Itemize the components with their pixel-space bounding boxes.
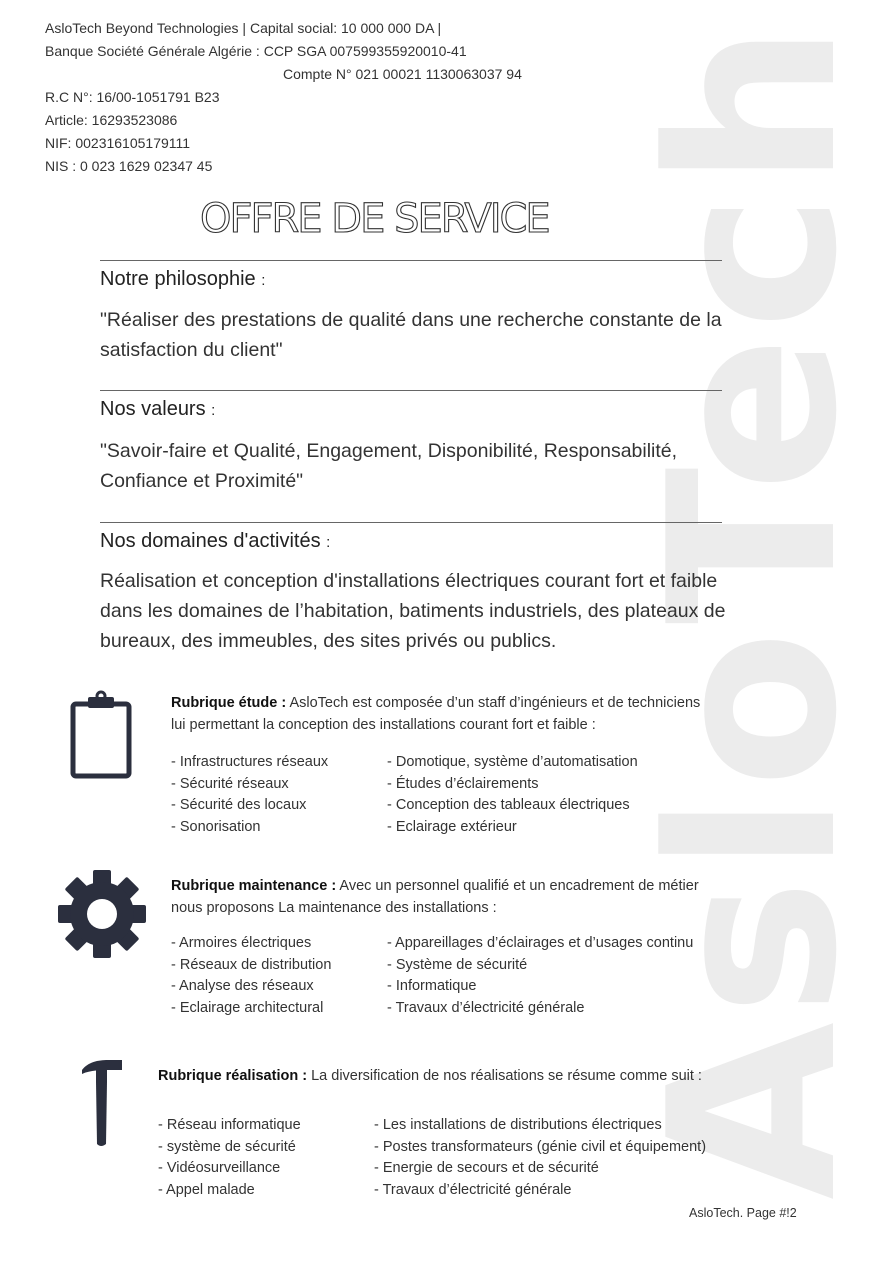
list-item: - Études d’éclairements: [387, 775, 539, 792]
list-item: - Les installations de distributions électriques: [374, 1117, 662, 1133]
list-item: - Energie de secours et de sécurité: [374, 1160, 599, 1176]
rubrique-etude-list: [171, 752, 731, 842]
list-item: - Travaux d’électricité générale: [387, 999, 585, 1016]
list-item: - Appel malade: [158, 1181, 255, 1198]
clipboard-icon: [68, 690, 134, 782]
list-item: - Analyse des réseaux: [171, 978, 314, 994]
rubrique-realisation-description: Rubrique réalisation : La diversification de nos réalisations se résume comme suit :: [158, 1068, 702, 1084]
list-item: - Conception des tableaux électriques: [387, 797, 630, 813]
watermark: AsloTech: [621, 17, 888, 1200]
list-item: - système de sécurité: [158, 1138, 296, 1155]
rubrique-etude-description: Rubrique étude : AsloTech est composée d’un staff d’ingénieurs et de techniciens lui permettant la conception des installations courant fort et faible :: [171, 695, 701, 733]
article-line: Article: 16293523086: [45, 112, 178, 128]
list-item: - Armoires électriques: [171, 935, 312, 951]
divider: [100, 390, 722, 391]
list-item: - Système de sécurité: [387, 956, 528, 973]
list-item: - Sécurité des locaux: [171, 797, 307, 813]
company-line: AsloTech Beyond Technologies | Capital social: 10 000 000 DA |: [45, 20, 442, 36]
rubrique-realisation-list: [158, 1115, 733, 1205]
rubrique-maintenance-description: Rubrique maintenance : Avec un personnel qualifié et un encadrement de métier nous proposons La maintenance des installations :: [171, 878, 699, 916]
rc-line: R.C N°: 16/00-1051791 B23: [45, 89, 220, 105]
list-item: - Vidéosurveillance: [158, 1160, 281, 1176]
divider: [100, 260, 722, 261]
list-item: - Réseau informatique: [158, 1117, 301, 1133]
rubrique-maintenance-list: [171, 933, 731, 1023]
list-item: - Postes transformateurs (génie civil et équipement): [374, 1138, 707, 1155]
page-title: OFFRE DE SERVICE: [200, 196, 549, 242]
nif-line: NIF: 002316105179111: [45, 135, 191, 151]
nis-line: NIS : 0 023 1629 02347 45: [45, 158, 213, 174]
section-text-domains: Réalisation et conception d'installations électriques courant fort et faible dans les domaines de l’habitation, batiments industriels, des plateaux de bureaux, des immeubles, des sites privés ou publics.: [100, 570, 726, 652]
list-item: - Eclairage architectural: [171, 999, 324, 1016]
list-item: - Appareillages d’éclairages et d’usages continu: [387, 935, 694, 951]
company-info: [45, 17, 522, 178]
page-footer: AsloTech. Page #!2: [689, 1206, 797, 1220]
list-item: - Infrastructures réseaux: [171, 754, 329, 770]
hammer-icon: [80, 1058, 126, 1148]
bank-line: Banque Société Générale Algérie : CCP SGA 007599355920010-41: [45, 43, 467, 59]
section-title-domains: Nos domaines d'activités :: [100, 530, 331, 552]
divider: [100, 522, 722, 523]
section-title-philosophy: Notre philosophie :: [100, 268, 266, 290]
gear-icon: [58, 870, 146, 958]
list-item: - Travaux d’électricité générale: [374, 1181, 572, 1198]
list-item: - Eclairage extérieur: [387, 818, 517, 835]
list-item: - Informatique: [387, 978, 477, 994]
section-text-philosophy: "Réaliser des prestations de qualité dans une recherche constante de la satisfaction du client": [100, 309, 722, 361]
account-line: Compte N° 021 00021 1130063037 94: [283, 66, 522, 82]
list-item: - Sécurité réseaux: [171, 775, 289, 792]
section-text-values: "Savoir-faire et Qualité, Engagement, Disponibilité, Responsabilité, Confiance et Proximité": [100, 440, 678, 492]
section-title-values: Nos valeurs :: [100, 398, 216, 420]
list-item: - Sonorisation: [171, 818, 261, 835]
list-item: - Domotique, système d’automatisation: [387, 754, 638, 770]
list-item: - Réseaux de distribution: [171, 956, 332, 973]
